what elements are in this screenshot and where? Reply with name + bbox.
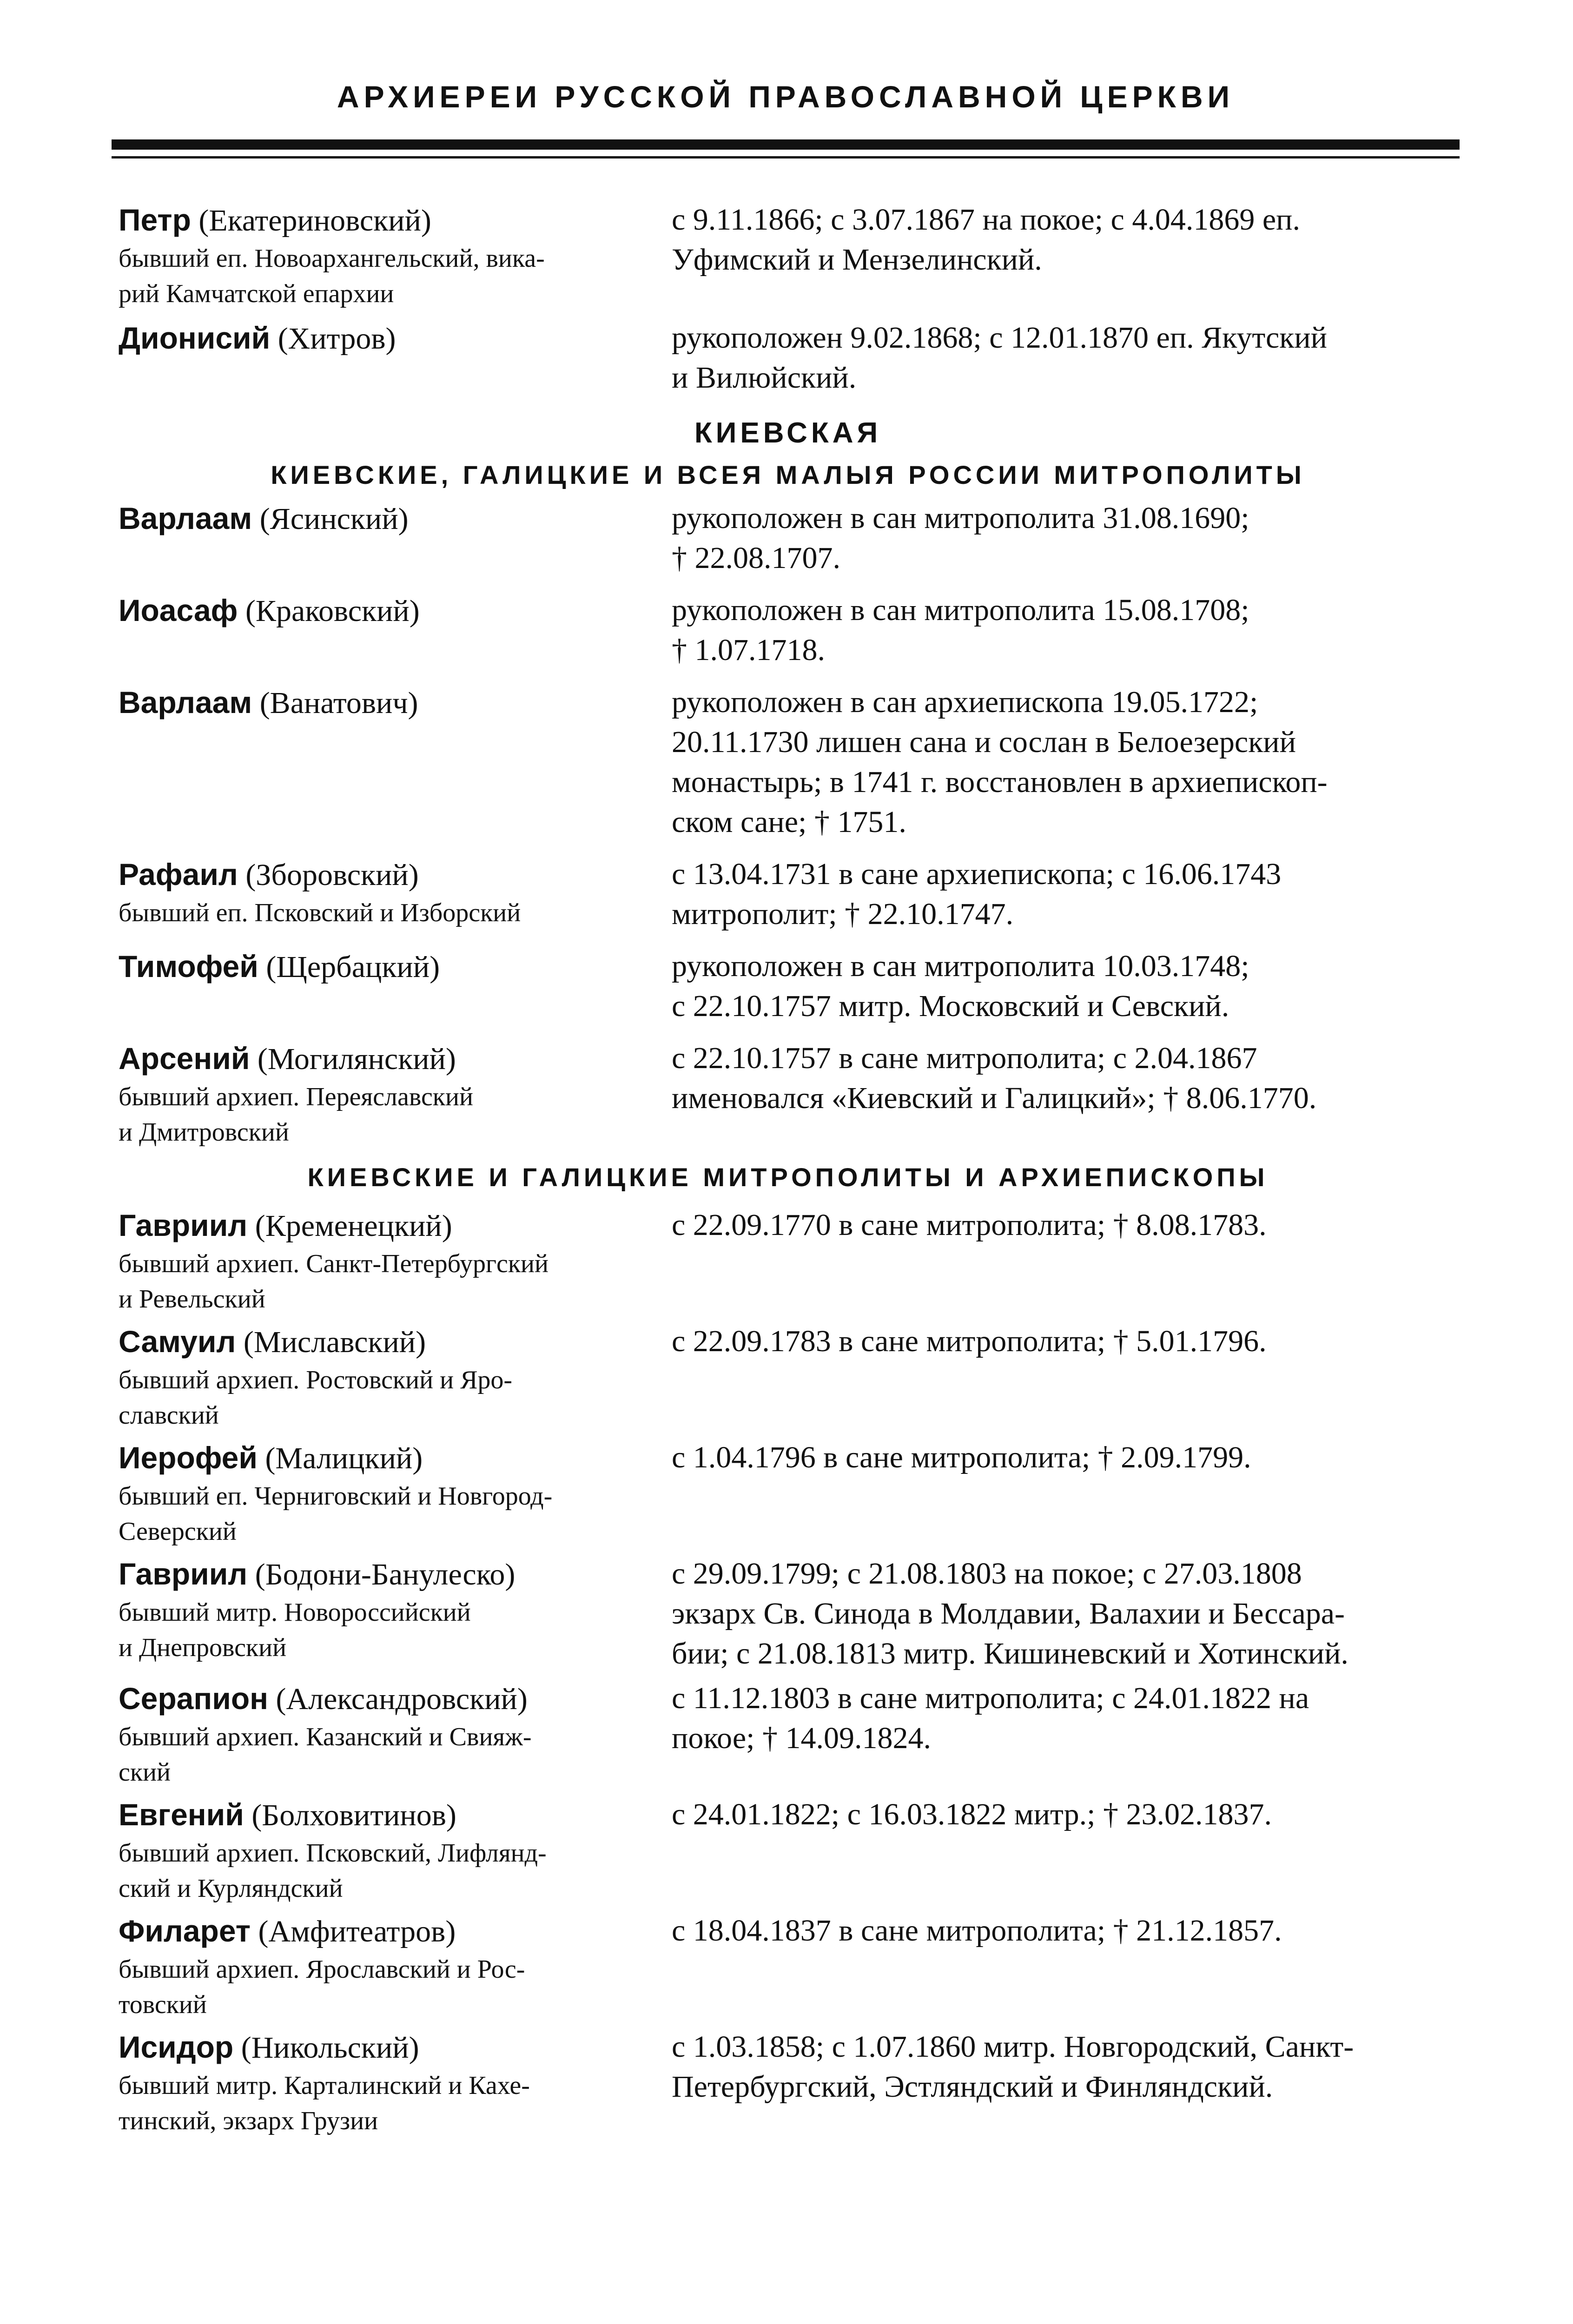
bishop-previous-see: и Ревельский xyxy=(119,1285,265,1314)
detail-line: с 22.10.1757 митр. Московский и Севский. xyxy=(672,989,1229,1023)
bishop-name-line xyxy=(119,1321,644,1362)
bishop-family-name: (Хитров) xyxy=(278,322,396,356)
bishop-name: Арсений xyxy=(119,1041,250,1076)
bishop-entry xyxy=(119,854,1457,934)
bishop-name: Варлаам xyxy=(119,501,252,535)
bishop-entry xyxy=(119,1911,1457,2022)
bishop-service-details xyxy=(672,1911,1457,1951)
detail-line: с 22.10.1757 в сане митрополита; с 2.04.1867 xyxy=(672,1041,1257,1075)
bishop-identity xyxy=(119,1321,672,1433)
bishop-name-line xyxy=(119,1554,644,1595)
bishop-identity xyxy=(119,854,672,931)
bishop-service-details xyxy=(672,1205,1457,1245)
bishop-name-line xyxy=(119,1678,644,1719)
bishop-name: Гавриил xyxy=(119,1208,248,1242)
bishop-family-name: (Могилянский) xyxy=(257,1042,456,1076)
bishop-family-name: (Миславский) xyxy=(243,1325,426,1359)
detail-line: с 1.03.1858; с 1.07.1860 митр. Новгородский, Санкт- xyxy=(672,2030,1354,2064)
bishop-entry xyxy=(119,946,1457,1026)
bishop-previous-see: бывший архиеп. Ростовский и Яро- xyxy=(119,1366,513,1394)
bishop-name: Петр xyxy=(119,203,191,237)
bishop-identity xyxy=(119,682,672,723)
bishop-previous-see: и Днепровский xyxy=(119,1633,287,1662)
detail-line: с 1.04.1796 в сане митрополита; † 2.09.1799. xyxy=(672,1440,1251,1474)
bishop-name-line xyxy=(119,1038,644,1079)
detail-line: с 13.04.1731 в сане архиепископа; с 16.06.1743 xyxy=(672,857,1282,891)
bishop-previous-see: бывший архиеп. Казанский и Свияж- xyxy=(119,1723,532,1751)
detail-line: рукоположен в сан митрополита 31.08.1690; xyxy=(672,501,1249,535)
bishop-previous-see: ский и Курляндский xyxy=(119,1874,343,1903)
bishop-identity xyxy=(119,2027,672,2139)
bishop-name: Евгений xyxy=(119,1797,244,1832)
header-rule-thin xyxy=(112,156,1460,158)
bishop-entry xyxy=(119,498,1457,578)
bishop-previous-see: и Дмитровский xyxy=(119,1118,289,1147)
bishop-name: Серапион xyxy=(119,1681,269,1716)
bishop-identity xyxy=(119,318,672,359)
bishop-service-details xyxy=(672,200,1457,280)
bishop-entry xyxy=(119,1554,1457,1674)
detail-line: с 22.09.1783 в сане митрополита; † 5.01.1796. xyxy=(672,1324,1267,1358)
bishop-family-name: (Болховитинов) xyxy=(251,1798,456,1832)
bishop-previous-see: бывший еп. Черниговский и Новгород- xyxy=(119,1482,553,1511)
detail-line: экзарх Св. Синода в Молдавии, Валахии и Бессара- xyxy=(672,1597,1345,1631)
bishop-entry xyxy=(119,2027,1457,2139)
bishop-family-name: (Зборовский) xyxy=(245,858,419,892)
bishop-previous-see: тинский, экзарх Грузии xyxy=(119,2106,378,2135)
bishop-name-line xyxy=(119,498,644,539)
bishop-identity xyxy=(119,590,672,631)
detail-line: † 22.08.1707. xyxy=(672,541,840,575)
bishop-previous-see: рий Камчатской епархии xyxy=(119,279,394,308)
detail-line: ском сане; † 1751. xyxy=(672,805,906,839)
bishop-previous-see: бывший еп. Псковский и Изборский xyxy=(119,898,521,927)
section-title-kiev: КИЕВСКАЯ xyxy=(694,417,882,449)
bishop-previous-see: ский xyxy=(119,1758,171,1787)
bishop-identity xyxy=(119,498,672,539)
detail-line: † 1.07.1718. xyxy=(672,633,825,667)
bishop-previous-see: бывший митр. Новороссийский xyxy=(119,1598,471,1627)
bishop-identity xyxy=(119,1038,672,1150)
bishop-entry xyxy=(119,1205,1457,1317)
bishop-entry xyxy=(119,1038,1457,1150)
bishop-identity xyxy=(119,1911,672,2022)
detail-line: митрополит; † 22.10.1747. xyxy=(672,897,1014,931)
bishop-family-name: (Екатериновский) xyxy=(198,204,431,238)
bishop-service-details xyxy=(672,854,1457,934)
detail-line: с 18.04.1837 в сане митрополита; † 21.12.1857. xyxy=(672,1914,1282,1948)
bishop-entry xyxy=(119,1795,1457,1906)
detail-line: покое; † 14.09.1824. xyxy=(672,1721,931,1755)
bishop-service-details xyxy=(672,682,1457,842)
subsection-title-1: КИЕВСКИЕ, ГАЛИЦКИЕ И ВСЕЯ МАЛЫЯ РОССИИ МИТРОПОЛИТЫ xyxy=(271,460,1305,489)
bishop-service-details xyxy=(672,1795,1457,1835)
bishop-previous-see: Северский xyxy=(119,1517,237,1546)
bishop-entry xyxy=(119,1438,1457,1549)
bishop-previous-see: бывший еп. Новоархангельский, вика- xyxy=(119,244,545,273)
bishop-previous-see: бывший архиеп. Ярославский и Рос- xyxy=(119,1955,525,1984)
bishop-name: Гавриил xyxy=(119,1557,248,1591)
bishop-name-line xyxy=(119,590,644,631)
detail-line: с 9.11.1866; с 3.07.1867 на покое; с 4.04.1869 еп. xyxy=(672,203,1300,237)
bishop-service-details xyxy=(672,318,1457,398)
bishop-name: Дионисий xyxy=(119,321,271,355)
detail-line: 20.11.1730 лишен сана и сослан в Белоезерский xyxy=(672,725,1296,759)
bishop-name-line xyxy=(119,318,644,359)
running-header: АРХИЕРЕИ РУССКОЙ ПРАВОСЛАВНОЙ ЦЕРКВИ xyxy=(337,79,1235,114)
bishop-previous-see: бывший архиеп. Переяславский xyxy=(119,1083,473,1111)
bishop-identity xyxy=(119,1678,672,1790)
bishop-name: Рафаил xyxy=(119,857,238,891)
bishop-name-line xyxy=(119,1795,644,1835)
bishop-previous-see: товский xyxy=(119,1990,207,2019)
bishop-identity xyxy=(119,200,672,311)
bishop-service-details xyxy=(672,1438,1457,1478)
detail-line: рукоположен 9.02.1868; с 12.01.1870 еп. Якутский xyxy=(672,321,1327,355)
bishop-identity xyxy=(119,1205,672,1317)
bishop-family-name: (Бодони-Банулеско) xyxy=(255,1558,516,1591)
bishop-name: Исидор xyxy=(119,2030,234,2064)
bishop-name: Иоасаф xyxy=(119,593,238,627)
bishop-name: Самуил xyxy=(119,1324,236,1359)
detail-line: с 22.09.1770 в сане митрополита; † 8.08.1783. xyxy=(672,1208,1267,1242)
detail-line: бии; с 21.08.1813 митр. Кишиневский и Хотинский. xyxy=(672,1637,1348,1670)
bishop-name: Филарет xyxy=(119,1914,251,1948)
bishop-name: Варлаам xyxy=(119,685,252,720)
bishop-service-details xyxy=(672,1554,1457,1674)
bishop-family-name: (Никольский) xyxy=(241,2031,419,2065)
bishop-service-details xyxy=(672,2027,1457,2107)
bishop-family-name: (Кременецкий) xyxy=(255,1209,452,1243)
detail-line: монастырь; в 1741 г. восстановлен в архиепископ- xyxy=(672,765,1328,799)
detail-line: с 24.01.1822; с 16.03.1822 митр.; † 23.02.1837. xyxy=(672,1797,1272,1831)
bishop-family-name: (Щербацкий) xyxy=(266,950,440,984)
header-rule-thick xyxy=(112,139,1460,150)
bishop-family-name: (Малицкий) xyxy=(265,1441,423,1475)
bishop-service-details xyxy=(672,946,1457,1026)
bishop-name-line xyxy=(119,1438,644,1479)
bishop-previous-see: бывший митр. Карталинский и Кахе- xyxy=(119,2071,530,2100)
bishop-name: Иерофей xyxy=(119,1440,258,1475)
bishop-entry xyxy=(119,200,1457,311)
bishop-name-line xyxy=(119,2027,644,2068)
bishop-name-line xyxy=(119,854,644,895)
bishop-family-name: (Ясинский) xyxy=(259,502,409,536)
bishop-name-line xyxy=(119,946,644,987)
detail-line: рукоположен в сан архиепископа 19.05.1722; xyxy=(672,685,1258,719)
bishop-entry xyxy=(119,318,1457,398)
bishop-family-name: (Краковский) xyxy=(245,594,420,628)
bishop-family-name: (Амфитеатров) xyxy=(258,1915,456,1948)
bishop-service-details xyxy=(672,498,1457,578)
bishop-identity xyxy=(119,1438,672,1549)
page-content xyxy=(119,200,1457,2143)
bishop-service-details xyxy=(672,1678,1457,1758)
bishop-name: Тимофей xyxy=(119,949,258,984)
entry-group-top xyxy=(119,200,1457,398)
detail-line: Уфимский и Мензелинский. xyxy=(672,243,1042,277)
bishop-service-details xyxy=(672,590,1457,670)
bishop-service-details xyxy=(672,1038,1457,1118)
bishop-previous-see: бывший архиеп. Псковский, Лифлянд- xyxy=(119,1839,547,1868)
bishop-name-line xyxy=(119,1911,644,1952)
bishop-family-name: (Ванатович) xyxy=(259,686,418,720)
bishop-entry xyxy=(119,590,1457,670)
bishop-entry xyxy=(119,1678,1457,1790)
bishop-entry xyxy=(119,1321,1457,1433)
bishop-identity xyxy=(119,1554,672,1665)
bishop-previous-see: бывший архиеп. Санкт-Петербургский xyxy=(119,1249,549,1278)
detail-line: Петербургский, Эстляндский и Финляндский. xyxy=(672,2070,1273,2104)
detail-line: рукоположен в сан митрополита 10.03.1748; xyxy=(672,949,1249,983)
detail-line: рукоположен в сан митрополита 15.08.1708; xyxy=(672,593,1249,627)
entry-group-sub1 xyxy=(119,498,1457,1150)
bishop-service-details xyxy=(672,1321,1457,1361)
bishop-identity xyxy=(119,946,672,987)
detail-line: и Вилюйский. xyxy=(672,361,857,395)
bishop-name-line xyxy=(119,1205,644,1246)
bishop-name-line xyxy=(119,682,644,723)
detail-line: с 29.09.1799; с 21.08.1803 на покое; с 27.03.1808 xyxy=(672,1557,1302,1591)
bishop-name-line xyxy=(119,200,644,241)
detail-line: именовался «Киевский и Галицкий»; † 8.06.1770. xyxy=(672,1081,1317,1115)
bishop-entry xyxy=(119,682,1457,842)
subsection-title-2: КИЕВСКИЕ И ГАЛИЦКИЕ МИТРОПОЛИТЫ И АРХИЕПИСКОПЫ xyxy=(307,1162,1269,1192)
bishop-identity xyxy=(119,1795,672,1906)
bishop-previous-see: славский xyxy=(119,1401,219,1430)
detail-line: с 11.12.1803 в сане митрополита; с 24.01.1822 на xyxy=(672,1681,1309,1715)
bishop-family-name: (Александровский) xyxy=(276,1682,528,1716)
entry-group-sub2 xyxy=(119,1205,1457,2139)
